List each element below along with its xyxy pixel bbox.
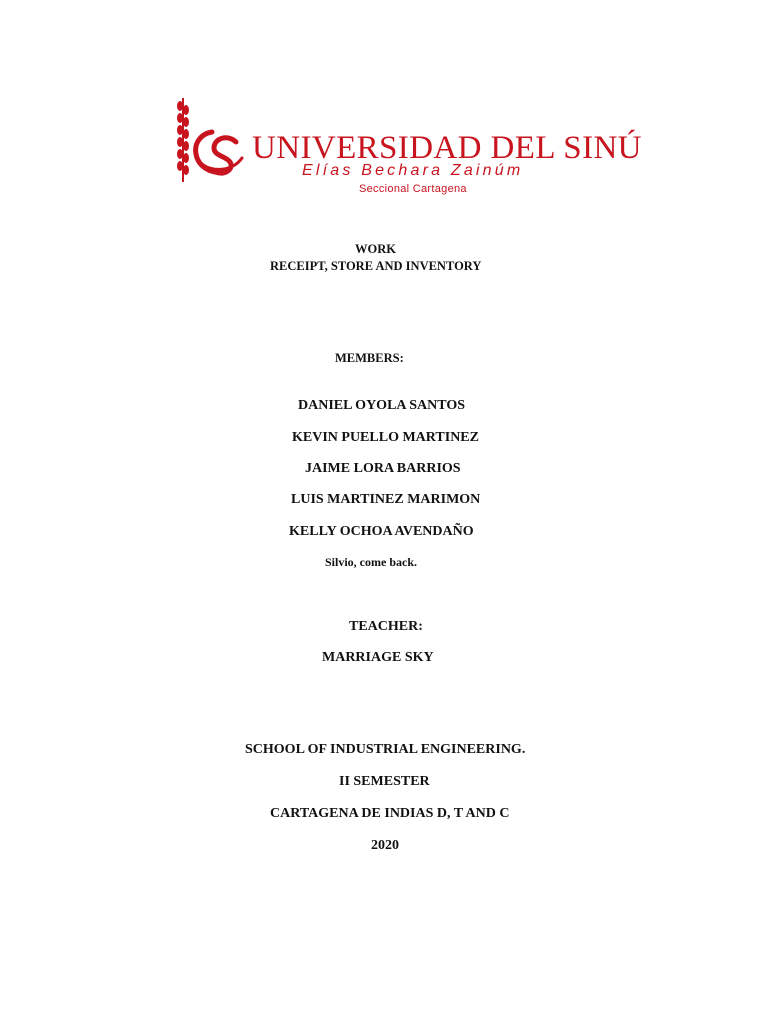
members-note: Silvio, come back.: [325, 555, 417, 569]
member-name: KELLY OCHOA AVENDAÑO: [289, 524, 474, 539]
members-heading: MEMBERS:: [335, 351, 404, 365]
teacher-name: MARRIAGE SKY: [322, 650, 434, 665]
university-subtitle: Elías Bechara Zainúm: [302, 162, 524, 179]
wheat-icon: [176, 96, 190, 184]
member-name: LUIS MARTINEZ MARIMON: [291, 492, 481, 507]
member-name: KEVIN PUELLO MARTINEZ: [292, 430, 479, 445]
university-emblem-icon: [192, 128, 246, 178]
university-branch: Seccional Cartagena: [359, 183, 467, 195]
work-label: WORK: [355, 242, 396, 256]
school-name: SCHOOL OF INDUSTRIAL ENGINEERING.: [245, 742, 526, 757]
semester: II SEMESTER: [339, 774, 430, 789]
member-name: DANIEL OYOLA SANTOS: [298, 398, 466, 413]
teacher-heading: TEACHER:: [349, 619, 423, 634]
university-name: UNIVERSIDAD DEL SINÚ: [252, 130, 642, 166]
member-name: JAIME LORA BARRIOS: [305, 461, 461, 476]
work-subject: RECEIPT, STORE AND INVENTORY: [270, 259, 482, 273]
city: CARTAGENA DE INDIAS D, T AND C: [270, 806, 510, 821]
year: 2020: [371, 838, 399, 853]
university-logo: [176, 96, 642, 200]
